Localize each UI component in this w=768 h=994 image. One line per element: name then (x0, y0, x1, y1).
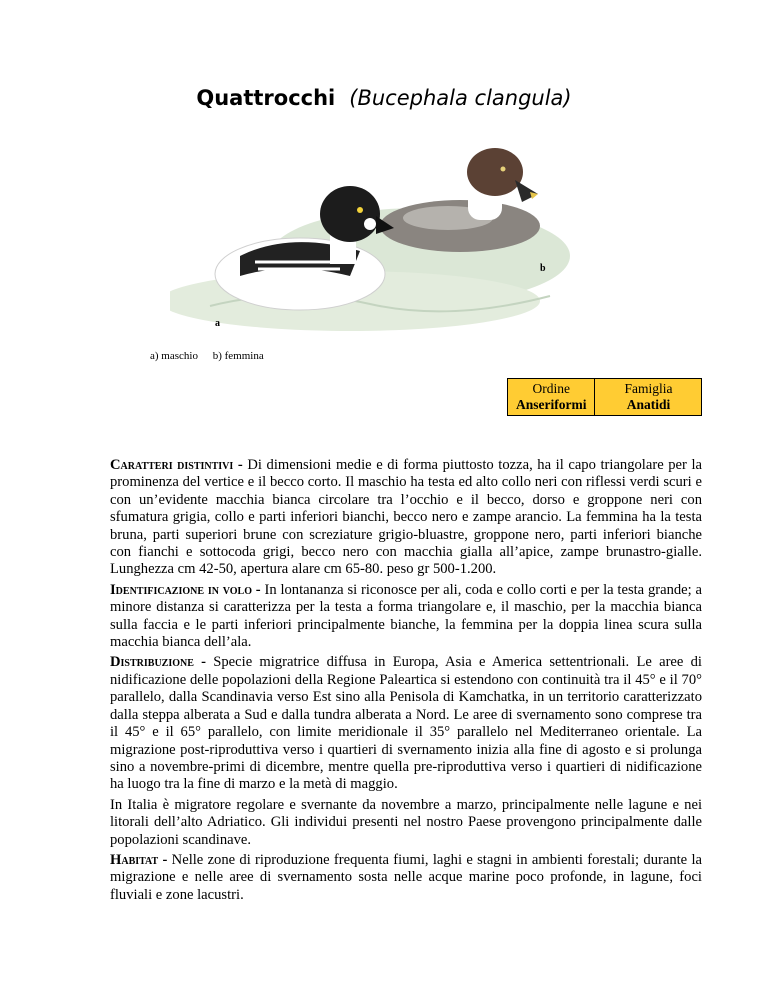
label-b: b (540, 263, 546, 274)
section-caratteri (110, 457, 702, 579)
family-cell (595, 379, 702, 416)
section-text: Nelle zone di riproduzione frequenta fiumi, laghi e stagni in ambienti forestali; durante la migrazione e nelle aree di svernamento sosta nelle acque marine poco profonde, in lagune, foci fluviali e zone lacustri. (110, 851, 702, 903)
order-value: Anseriformi (516, 397, 587, 412)
section-italia (110, 797, 702, 849)
order-cell (508, 379, 595, 416)
section-text: In lontananza si riconosce per ali, coda e collo corti e per la testa grande; a minore distanza si caratterizza per la testa a forma triangolare e, il maschio, per la macchia bianca sulla faccia e le parti inferiori principalmente bianche, la femmina per la doppia linea scura sulla macchia bianca dell’ala. (110, 581, 702, 651)
section-text: Di dimensioni medie e di forma piuttosto tozza, ha il capo triangolare per la prominenza del vertice e il becco corto. Il maschio ha testa ed alto collo neri con riflessi verdi scuri e con un’evidente macchia bianca circolare tra l’occhio e il becco, dorso e groppone neri con sfumatura grigia, collo e parti inferiori bianchi, becco nero e zampe arancio. La femmina ha la testa bruna, parti superiori brune con screziature grigio-bluastre, groppone nero, parti inferiori bianche con fianchi e sottocoda grigi, becco nero con macchia gialla all’apice, zampe brunastro-gialle. Lunghezza cm 42-50, apertura alare cm 65-80. peso gr 500-1.200. (110, 457, 703, 578)
page-title (0, 86, 768, 110)
duck-illustration (170, 136, 570, 336)
family-value: Anatidi (626, 397, 671, 412)
caption-female: b) femmina (212, 350, 264, 362)
section-heading: Habitat - (110, 851, 168, 868)
section-heading: Distribuzione - (110, 654, 207, 671)
scientific-name: (Bucephala clangula) (349, 86, 572, 110)
section-heading: Caratteri distintivi - (110, 457, 243, 473)
common-name: Quattrocchi (196, 86, 336, 110)
section-distribuzione (110, 654, 702, 793)
family-label: Famiglia (624, 381, 673, 396)
section-text: Specie migratrice diffusa in Europa, Asia e America settentrionali. Le aree di nidificazione delle popolazioni della Regione Paleartica si estendono con continuità tra il 45° e il 70° parallelo, dalla Scandinavia verso Est sino alla Penisola di Kamchatka, in un territorio caratterizzato dalla steppa alberata a Sud e dalla tundra alberata a Nord. Le aree di svernamento sono comprese tra il 45° e il 65° parallelo, con limite meridionale il 35° parallelo nel Mediterraneo orientale. La migrazione post-riproduttiva verso i quartieri di svernamento inizia alla fine di agosto e si prolunga sino a novembre-primi di dicembre, mentre quella pre-riproduttiva verso i quartieri di nidificazione ha luogo tra la fine di marzo e la metà di maggio. (110, 654, 702, 793)
female-duck (380, 148, 540, 252)
label-a: a (215, 318, 220, 329)
description-body (110, 457, 702, 907)
section-text: In Italia è migratore regolare e svernante da novembre a marzo, principalmente nelle lagune e nei litorali dell’alto Adriatico. Gli individui presenti nel nostro Paese provengono principalmente dalle popolazioni scandinave. (110, 796, 702, 848)
taxonomy-table (507, 378, 702, 416)
illustration-caption (150, 350, 276, 362)
section-heading: Identificazione in volo - (110, 581, 261, 598)
section-habitat (110, 852, 702, 904)
order-label: Ordine (532, 381, 570, 396)
section-identificazione (110, 582, 702, 652)
caption-male: a) maschio (150, 350, 198, 362)
